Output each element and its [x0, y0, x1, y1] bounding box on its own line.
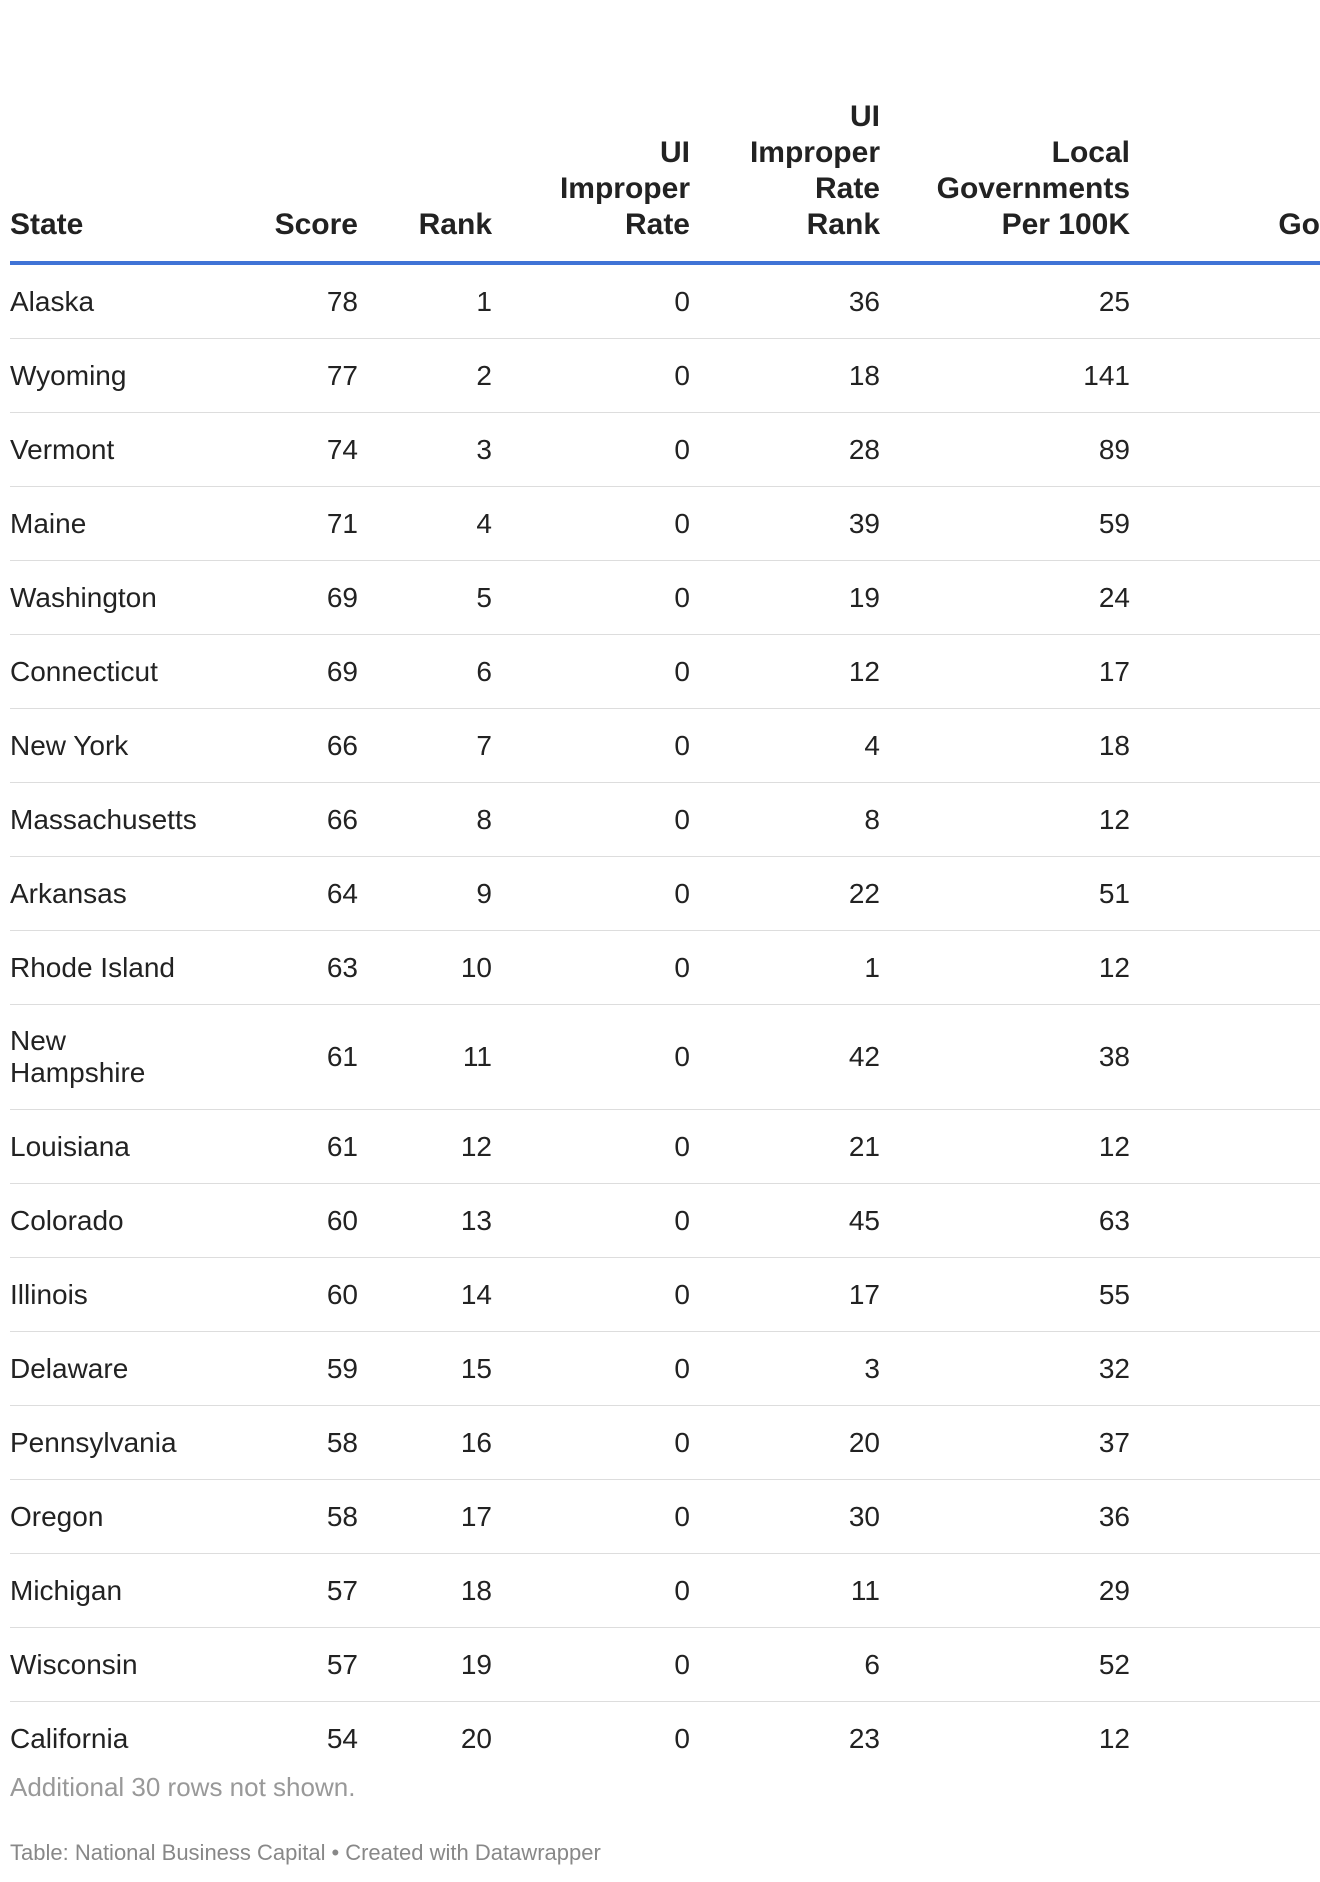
cell-state: Massachusetts	[10, 783, 200, 857]
cell-ui-improper-rate: 0	[492, 263, 690, 339]
cell-ui-improper-rate: 0	[492, 1110, 690, 1184]
cell-rank: 13	[358, 1184, 492, 1258]
cell-rank: 7	[358, 709, 492, 783]
cell-ui-improper-rate-rank: 6	[690, 1628, 880, 1702]
cell-rank: 2	[358, 339, 492, 413]
cell-ui-improper-rate: 0	[492, 931, 690, 1005]
cell-truncated	[1130, 487, 1320, 561]
cell-rank: 12	[358, 1110, 492, 1184]
cell-truncated	[1130, 709, 1320, 783]
cell-score: 69	[200, 561, 358, 635]
table-row	[10, 413, 1320, 487]
cell-local-governments: 141	[880, 339, 1130, 413]
cell-state: Vermont	[10, 413, 200, 487]
cell-local-governments: 37	[880, 1406, 1130, 1480]
table-row	[10, 487, 1320, 561]
cell-score: 63	[200, 931, 358, 1005]
column-header-line: Governments	[936, 172, 1130, 205]
credit-link[interactable]: Created with Datawrapper	[345, 1840, 601, 1865]
cell-truncated	[1130, 857, 1320, 931]
table-row	[10, 1406, 1320, 1480]
cell-local-governments: 24	[880, 561, 1130, 635]
cell-score: 58	[200, 1480, 358, 1554]
cell-ui-improper-rate: 0	[492, 635, 690, 709]
cell-ui-improper-rate-rank: 17	[690, 1258, 880, 1332]
column-header-line: Rate	[624, 208, 690, 241]
cell-local-governments: 51	[880, 857, 1130, 931]
column-header-truncated[interactable]	[1130, 0, 1320, 263]
cell-local-governments: 32	[880, 1332, 1130, 1406]
column-header-line: UI	[660, 136, 690, 169]
cell-score: 61	[200, 1110, 358, 1184]
table-row	[10, 1184, 1320, 1258]
cell-state: Arkansas	[10, 857, 200, 931]
cell-ui-improper-rate-rank: 20	[690, 1406, 880, 1480]
cell-ui-improper-rate: 0	[492, 783, 690, 857]
cell-truncated	[1130, 413, 1320, 487]
table-row	[10, 1110, 1320, 1184]
cell-score: 66	[200, 783, 358, 857]
cell-rank: 16	[358, 1406, 492, 1480]
cell-ui-improper-rate-rank: 42	[690, 1005, 880, 1110]
column-header-line: State	[10, 208, 84, 241]
cell-rank: 10	[358, 931, 492, 1005]
column-header-ui-improper-rate[interactable]	[492, 0, 690, 263]
cell-state: New York	[10, 709, 200, 783]
cell-truncated	[1130, 1554, 1320, 1628]
cell-ui-improper-rate: 0	[492, 709, 690, 783]
column-header-state[interactable]	[10, 0, 200, 263]
cell-ui-improper-rate-rank: 19	[690, 561, 880, 635]
cell-ui-improper-rate: 0	[492, 1184, 690, 1258]
cell-local-governments: 12	[880, 783, 1130, 857]
table-row	[10, 635, 1320, 709]
cell-local-governments: 18	[880, 709, 1130, 783]
cell-rank: 8	[358, 783, 492, 857]
cell-local-governments: 36	[880, 1480, 1130, 1554]
table-row	[10, 1628, 1320, 1702]
cell-local-governments: 89	[880, 413, 1130, 487]
cell-state: Alaska	[10, 263, 200, 339]
table-row	[10, 263, 1320, 339]
cell-score: 54	[326, 1722, 358, 1754]
cell-state: Rhode Island	[10, 931, 200, 1005]
cell-score: 71	[200, 487, 358, 561]
cell-truncated	[1130, 263, 1320, 339]
cell-score: 57	[200, 1628, 358, 1702]
column-header-line: Score	[274, 208, 358, 241]
cell-ui-improper-rate-rank: 28	[690, 413, 880, 487]
cell-state: Connecticut	[10, 635, 200, 709]
cell-ui-improper-rate-rank: 45	[690, 1184, 880, 1258]
table-row	[10, 561, 1320, 635]
cell-ui-improper-rate-rank: 21	[690, 1110, 880, 1184]
cell-truncated	[1130, 1702, 1320, 1776]
cell-score: 60	[200, 1258, 358, 1332]
cell-local-governments: 29	[880, 1554, 1130, 1628]
cell-rank: 9	[358, 857, 492, 931]
table-row	[10, 1702, 1320, 1776]
table-row	[10, 931, 1320, 1005]
cell-rank: 3	[358, 413, 492, 487]
cell-state: Louisiana	[10, 1110, 200, 1184]
cell-state: Michigan	[10, 1554, 200, 1628]
table-row	[10, 783, 1320, 857]
cell-local-governments: 12	[1098, 1722, 1130, 1754]
column-header-line: Rate	[814, 172, 880, 205]
cell-ui-improper-rate: 0	[674, 1722, 690, 1754]
cell-local-governments: 59	[880, 487, 1130, 561]
cell-ui-improper-rate: 0	[492, 857, 690, 931]
cell-rank: 15	[358, 1332, 492, 1406]
column-header-line: UI	[850, 100, 880, 133]
cell-truncated	[1130, 931, 1320, 1005]
cell-local-governments: 25	[880, 263, 1130, 339]
cell-truncated	[1130, 635, 1320, 709]
column-header-line: Rank	[418, 208, 492, 241]
cell-state: California	[10, 1722, 129, 1754]
cell-ui-improper-rate-rank: 1	[690, 931, 880, 1005]
cell-truncated	[1130, 339, 1320, 413]
cell-score: 61	[200, 1005, 358, 1110]
cell-ui-improper-rate: 0	[492, 413, 690, 487]
footer-separator: •	[331, 1840, 340, 1865]
table-footer	[10, 1840, 601, 1866]
cell-local-governments: 55	[880, 1258, 1130, 1332]
cell-truncated	[1130, 1005, 1320, 1110]
cell-score: 69	[200, 635, 358, 709]
cell-truncated	[1130, 1332, 1320, 1406]
cell-truncated	[1130, 1184, 1320, 1258]
cell-ui-improper-rate-rank: 23	[848, 1722, 880, 1754]
cell-state: Illinois	[10, 1258, 200, 1332]
column-header-line: Improper	[559, 172, 690, 205]
cell-rank: 5	[358, 561, 492, 635]
cell-rank: 11	[358, 1005, 492, 1110]
cell-ui-improper-rate: 0	[492, 1258, 690, 1332]
cell-truncated	[1130, 1258, 1320, 1332]
column-header-local-governments[interactable]	[880, 0, 1130, 263]
column-header-ui-improper-rate-rank[interactable]	[690, 0, 880, 263]
cell-truncated	[1130, 1628, 1320, 1702]
cell-ui-improper-rate-rank: 18	[690, 339, 880, 413]
cell-rank: 18	[358, 1554, 492, 1628]
column-header-line: Rank	[806, 208, 880, 241]
cell-truncated	[1130, 1480, 1320, 1554]
cell-truncated	[1130, 783, 1320, 857]
cell-ui-improper-rate-rank: 11	[690, 1554, 880, 1628]
cell-local-governments: 52	[880, 1628, 1130, 1702]
table-row	[10, 709, 1320, 783]
column-header-line: Local	[1051, 136, 1130, 169]
cell-ui-improper-rate-rank: 8	[690, 783, 880, 857]
cell-score: 77	[200, 339, 358, 413]
cell-ui-improper-rate: 0	[492, 561, 690, 635]
cell-local-governments: 12	[880, 1110, 1130, 1184]
header-row	[10, 0, 1320, 263]
cell-rank: 19	[358, 1628, 492, 1702]
cell-state: Washington	[10, 561, 200, 635]
cell-ui-improper-rate-rank: 4	[690, 709, 880, 783]
table-body	[10, 263, 1320, 1775]
cell-score: 60	[200, 1184, 358, 1258]
column-header-score[interactable]	[200, 0, 358, 263]
table-container	[10, 0, 1320, 1775]
cell-truncated	[1130, 1110, 1320, 1184]
cell-ui-improper-rate: 0	[492, 1554, 690, 1628]
cell-local-governments: 17	[880, 635, 1130, 709]
cell-local-governments: 12	[880, 931, 1130, 1005]
cell-state: Delaware	[10, 1332, 200, 1406]
table-row	[10, 1332, 1320, 1406]
cell-ui-improper-rate-rank: 39	[690, 487, 880, 561]
cell-ui-improper-rate-rank: 22	[690, 857, 880, 931]
cell-ui-improper-rate: 0	[492, 487, 690, 561]
cell-truncated	[1130, 1406, 1320, 1480]
source-label: Table: National Business Capital	[10, 1840, 326, 1865]
cell-score: 59	[200, 1332, 358, 1406]
cell-rank: 4	[358, 487, 492, 561]
cell-score: 78	[200, 263, 358, 339]
cell-score: 64	[200, 857, 358, 931]
cell-ui-improper-rate-rank: 36	[690, 263, 880, 339]
column-header-line: Per 100K	[1001, 208, 1130, 241]
cell-truncated	[1130, 561, 1320, 635]
cell-score: 66	[200, 709, 358, 783]
cell-local-governments: 63	[880, 1184, 1130, 1258]
cell-ui-improper-rate: 0	[492, 1406, 690, 1480]
cell-rank: 1	[358, 263, 492, 339]
table-row	[10, 1005, 1320, 1110]
cell-rank: 20	[460, 1722, 492, 1754]
cell-ui-improper-rate: 0	[492, 1005, 690, 1110]
cell-score: 74	[200, 413, 358, 487]
cell-rank: 6	[358, 635, 492, 709]
table-row	[10, 857, 1320, 931]
cell-state: Pennsylvania	[10, 1406, 200, 1480]
cell-ui-improper-rate-rank: 30	[690, 1480, 880, 1554]
cell-ui-improper-rate: 0	[492, 1332, 690, 1406]
cell-ui-improper-rate: 0	[492, 339, 690, 413]
table-row	[10, 1258, 1320, 1332]
cell-ui-improper-rate-rank: 3	[690, 1332, 880, 1406]
cell-state: Oregon	[10, 1480, 200, 1554]
cell-rank: 17	[358, 1480, 492, 1554]
cell-state: New Hampshire	[10, 1005, 200, 1110]
cell-local-governments: 38	[880, 1005, 1130, 1110]
cell-ui-improper-rate: 0	[492, 1628, 690, 1702]
cell-ui-improper-rate-rank: 12	[690, 635, 880, 709]
table-row	[10, 1554, 1320, 1628]
column-header-line: Improper	[749, 136, 880, 169]
table-notes: Additional 30 rows not shown.	[10, 1772, 356, 1802]
cell-state: Wyoming	[10, 339, 200, 413]
table-row	[10, 339, 1320, 413]
cell-ui-improper-rate: 0	[492, 1480, 690, 1554]
table-row	[10, 1480, 1320, 1554]
data-table	[10, 0, 1320, 1775]
column-header-line: Go	[1278, 208, 1320, 241]
cell-state: Colorado	[10, 1184, 200, 1258]
cell-score: 58	[200, 1406, 358, 1480]
cell-rank: 14	[358, 1258, 492, 1332]
cell-state: Wisconsin	[10, 1628, 200, 1702]
cell-state: Maine	[10, 487, 200, 561]
cell-score: 57	[200, 1554, 358, 1628]
column-header-rank[interactable]	[358, 0, 492, 263]
